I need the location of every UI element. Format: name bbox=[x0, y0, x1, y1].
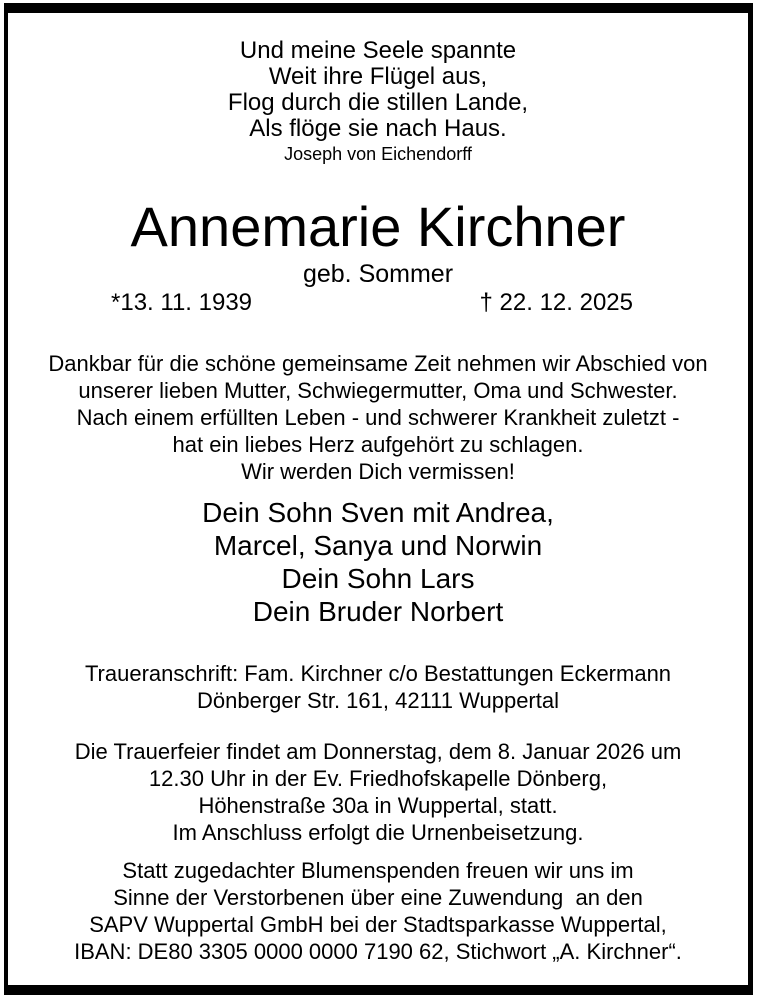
tribute-line: Wir werden Dich vermissen! bbox=[241, 459, 515, 484]
donation-line: IBAN: DE80 3305 0000 0000 7190 62, Stichwort „A. Kirchner“. bbox=[74, 939, 682, 964]
mourning-address bbox=[8, 660, 748, 714]
mourner-line: Marcel, Sanya und Norwin bbox=[213, 530, 543, 561]
funeral-service-info bbox=[8, 738, 748, 846]
service-line: Die Trauerfeier findet am Donnerstag, dem 8. Januar 2026 um bbox=[74, 739, 682, 764]
birth-date: *13. 11. 1939 bbox=[111, 289, 253, 316]
service-line: Im Anschluss erfolgt die Urnenbeisetzung. bbox=[172, 820, 584, 845]
donation-line: Statt zugedachter Blumenspenden freuen wir uns im bbox=[122, 858, 634, 883]
mourner-line: Dein Sohn Sven mit Andrea, bbox=[202, 497, 554, 528]
service-line: Höhenstraße 30a in Wuppertal, statt. bbox=[198, 793, 558, 818]
tribute-line: Nach einem erfüllten Leben - und schwerer Krankheit zuletzt - bbox=[76, 405, 680, 430]
mourner-line: Dein Bruder Norbert bbox=[252, 596, 504, 627]
service-line: 12.30 Uhr in der Ev. Friedhofskapelle Dönberg, bbox=[148, 766, 608, 791]
deceased-name: Annemarie Kirchner bbox=[130, 195, 626, 258]
poem-attribution: Joseph von Eichendorff bbox=[284, 144, 472, 164]
donation-info bbox=[8, 857, 748, 965]
mourners-list bbox=[8, 496, 748, 628]
poem-line: Flog durch die stillen Lande, bbox=[227, 89, 529, 116]
poem-line: Weit ihre Flügel aus, bbox=[268, 63, 488, 90]
mourner-line: Dein Sohn Lars bbox=[281, 563, 475, 594]
address-line: Traueranschrift: Fam. Kirchner c/o Bestattungen Eckermann bbox=[84, 661, 672, 686]
tribute-line: Dankbar für die schöne gemeinsame Zeit nehmen wir Abschied von bbox=[48, 351, 708, 376]
tribute-line: hat ein liebes Herz aufgehört zu schlagen. bbox=[172, 432, 584, 457]
death-date: † 22. 12. 2025 bbox=[479, 289, 633, 316]
poem-line: Und meine Seele spannte bbox=[239, 37, 517, 64]
maiden-name: geb. Sommer bbox=[302, 260, 454, 288]
tribute-line: unserer lieben Mutter, Schwiegermutter, Oma und Schwester. bbox=[78, 378, 678, 403]
poem bbox=[8, 38, 748, 164]
mourning-border-frame bbox=[4, 3, 753, 995]
life-dates bbox=[8, 288, 748, 318]
address-line: Dönberger Str. 161, 42111 Wuppertal bbox=[196, 688, 559, 713]
tribute-text bbox=[8, 350, 748, 485]
donation-line: Sinne der Verstorbenen über eine Zuwendung an den bbox=[113, 885, 643, 910]
donation-line: SAPV Wuppertal GmbH bei der Stadtsparkasse Wuppertal, bbox=[89, 912, 667, 937]
poem-line: Als flöge sie nach Haus. bbox=[249, 115, 507, 142]
